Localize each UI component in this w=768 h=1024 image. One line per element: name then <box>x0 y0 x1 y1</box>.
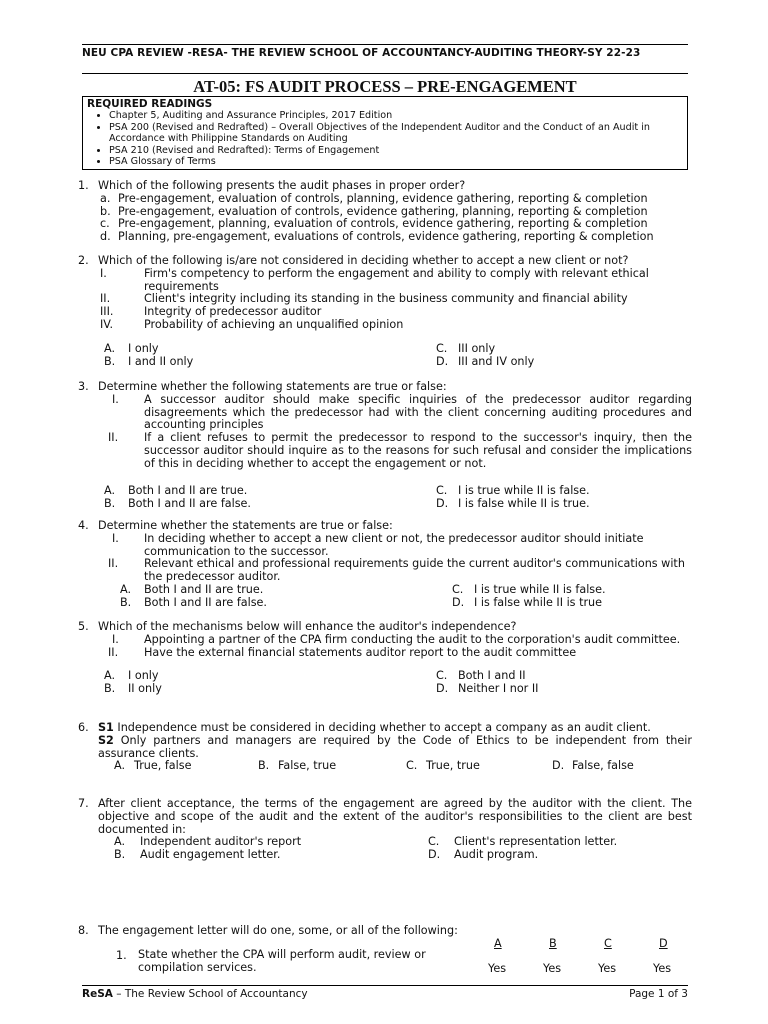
statement-row: I. Appointing a partner of the CPA firm conducting the audit to the corporation's audit committee. <box>112 632 681 646</box>
question-1 <box>78 180 692 244</box>
question-stem: The engagement letter will do one, some, or all of the following: <box>98 924 458 937</box>
reading-item: • Chapter 5, Auditing and Assurance Principles, 2017 Edition <box>109 110 687 122</box>
item-text: State whether the CPA will perform audit, review or compilation services. <box>138 948 426 974</box>
question-number: 7. <box>78 797 89 810</box>
question-2 <box>78 255 692 371</box>
answer-choices: A. I only C. III only B. I and II only D. III and IV only <box>104 341 535 368</box>
statement-row: I. In deciding whether to accept a new client or not, the predecessor auditor should initiate communication to the successor. <box>112 531 644 558</box>
statement-row: II. Have the external financial statements auditor report to the audit committee <box>108 645 577 659</box>
question-number: 6. <box>78 721 89 734</box>
statement-row: II. Relevant ethical and professional requirements guide the current auditor's communications with the predecessor auditor. <box>108 557 685 584</box>
answer-cell: Yes <box>653 962 672 975</box>
statement-row: II. If a client refuses to permit the predecessor to respond to the successor's inquiry, then the successor auditor should inquire as to the reasons for such refusal and consider the implications of this in deciding whether to accept the engagement or not. <box>108 431 692 470</box>
answer-choices: A. Independent auditor's report C. Client's representation letter. B. Audit engagement letter. D. Audit program. <box>114 835 618 862</box>
question-5 <box>78 621 692 698</box>
running-header: NEU CPA REVIEW -RESA- THE REVIEW SCHOOL OF ACCOUNTANCY-AUDITING THEORY-SY 22-23 <box>82 44 688 59</box>
statement-row: II. Client's integrity including its standing in the business community and financial ability <box>100 292 628 306</box>
statement-row: III. Integrity of predecessor auditor <box>100 305 322 319</box>
column-header: C <box>604 937 612 950</box>
header-rule <box>82 73 688 74</box>
reading-item: • PSA 200 (Revised and Redrafted) – Overall Objectives of the Independent Auditor and the Conduct of an Audit in Accordance with Philippine Standards on Auditing <box>109 122 687 145</box>
column-header: A <box>494 937 502 950</box>
column-header: B <box>549 937 557 950</box>
question-number: 1. <box>78 179 89 192</box>
option-row: b. Pre-engagement, evaluation of controls, evidence gathering, planning, reporting & completion <box>100 204 648 218</box>
question-stem: Which of the following presents the audit phases in proper order? <box>98 179 466 192</box>
option-row: c. Pre-engagement, planning, evaluation of controls, evidence gathering, reporting & completion <box>100 217 648 231</box>
readings-heading: REQUIRED READINGS <box>87 98 213 110</box>
item-number: 1. <box>116 949 127 962</box>
statement-s1: S1 Independence must be considered in deciding whether to accept a company as an audit client. <box>98 721 651 734</box>
statement-row: I. Firm's competency to perform the engagement and ability to comply with relevant ethical requirements <box>100 266 649 293</box>
reading-item: • PSA Glossary of Terms <box>109 156 687 168</box>
footer-school: ReSA – The Review School of Accountancy <box>82 988 308 1000</box>
column-header: D <box>659 937 668 950</box>
option-row: a. Pre-engagement, evaluation of controls, planning, evidence gathering, reporting & completion <box>100 191 648 205</box>
question-4 <box>78 520 692 612</box>
question-number: 2. <box>78 254 89 267</box>
question-stem: After client acceptance, the terms of the engagement are agreed by the auditor with the client. The objective and scope of the audit and the extent of the auditor's responsibilities to the client are best documented in: <box>98 797 692 836</box>
question-7 <box>78 798 692 864</box>
question-number: 3. <box>78 380 89 393</box>
question-6 <box>78 722 692 774</box>
question-stem: Determine whether the following statements are true or false: <box>98 380 447 393</box>
question-stem: Which of the mechanisms below will enhance the auditor's independence? <box>98 620 517 633</box>
question-number: 4. <box>78 519 89 532</box>
question-number: 8. <box>78 924 89 937</box>
statement-row: I. A successor auditor should make specific inquiries of the predecessor auditor regarding disagreements which the predecessor had with the client concerning auditing procedures and accounting principles <box>112 392 692 432</box>
statement-row: IV. Probability of achieving an unqualified opinion <box>100 317 404 331</box>
answer-choices: A. True, false B. False, true C. True, true D. False, false <box>114 759 634 773</box>
page-number: Page 1 of 3 <box>629 988 688 1000</box>
answer-cell: Yes <box>598 962 617 975</box>
required-readings-box <box>82 96 688 170</box>
page-title: AT-05: FS AUDIT PROCESS – PRE-ENGAGEMENT <box>193 77 577 96</box>
answer-cell: Yes <box>488 962 507 975</box>
answer-choices: A. I only C. Both I and II B. II only D. Neither I nor II <box>104 669 539 696</box>
answer-choices: A. Both I and II are true. C. I is true while II is false. B. Both I and II are false. D. I is false while II is true. <box>104 483 590 510</box>
statement-s2: S2 Only partners and managers are required by the Code of Ethics to be independent from their assurance clients. <box>98 733 692 760</box>
option-row: d. Planning, pre-engagement, evaluations of controls, evidence gathering, reporting & completion <box>100 230 654 244</box>
question-stem: Which of the following is/are not considered in deciding whether to accept a new client or not? <box>98 254 629 267</box>
question-number: 5. <box>78 620 89 633</box>
question-stem: Determine whether the statements are true or false: <box>98 519 393 532</box>
reading-item: • PSA 210 (Revised and Redrafted): Terms of Engagement <box>109 145 687 157</box>
question-8 <box>78 925 692 938</box>
answer-choices: A. Both I and II are true. C. I is true while II is false. B. Both I and II are false. D. I is false while II is true <box>120 582 606 609</box>
answer-cell: Yes <box>543 962 562 975</box>
readings-list <box>83 110 687 168</box>
page-footer <box>82 985 688 1000</box>
question-3 <box>78 381 692 513</box>
